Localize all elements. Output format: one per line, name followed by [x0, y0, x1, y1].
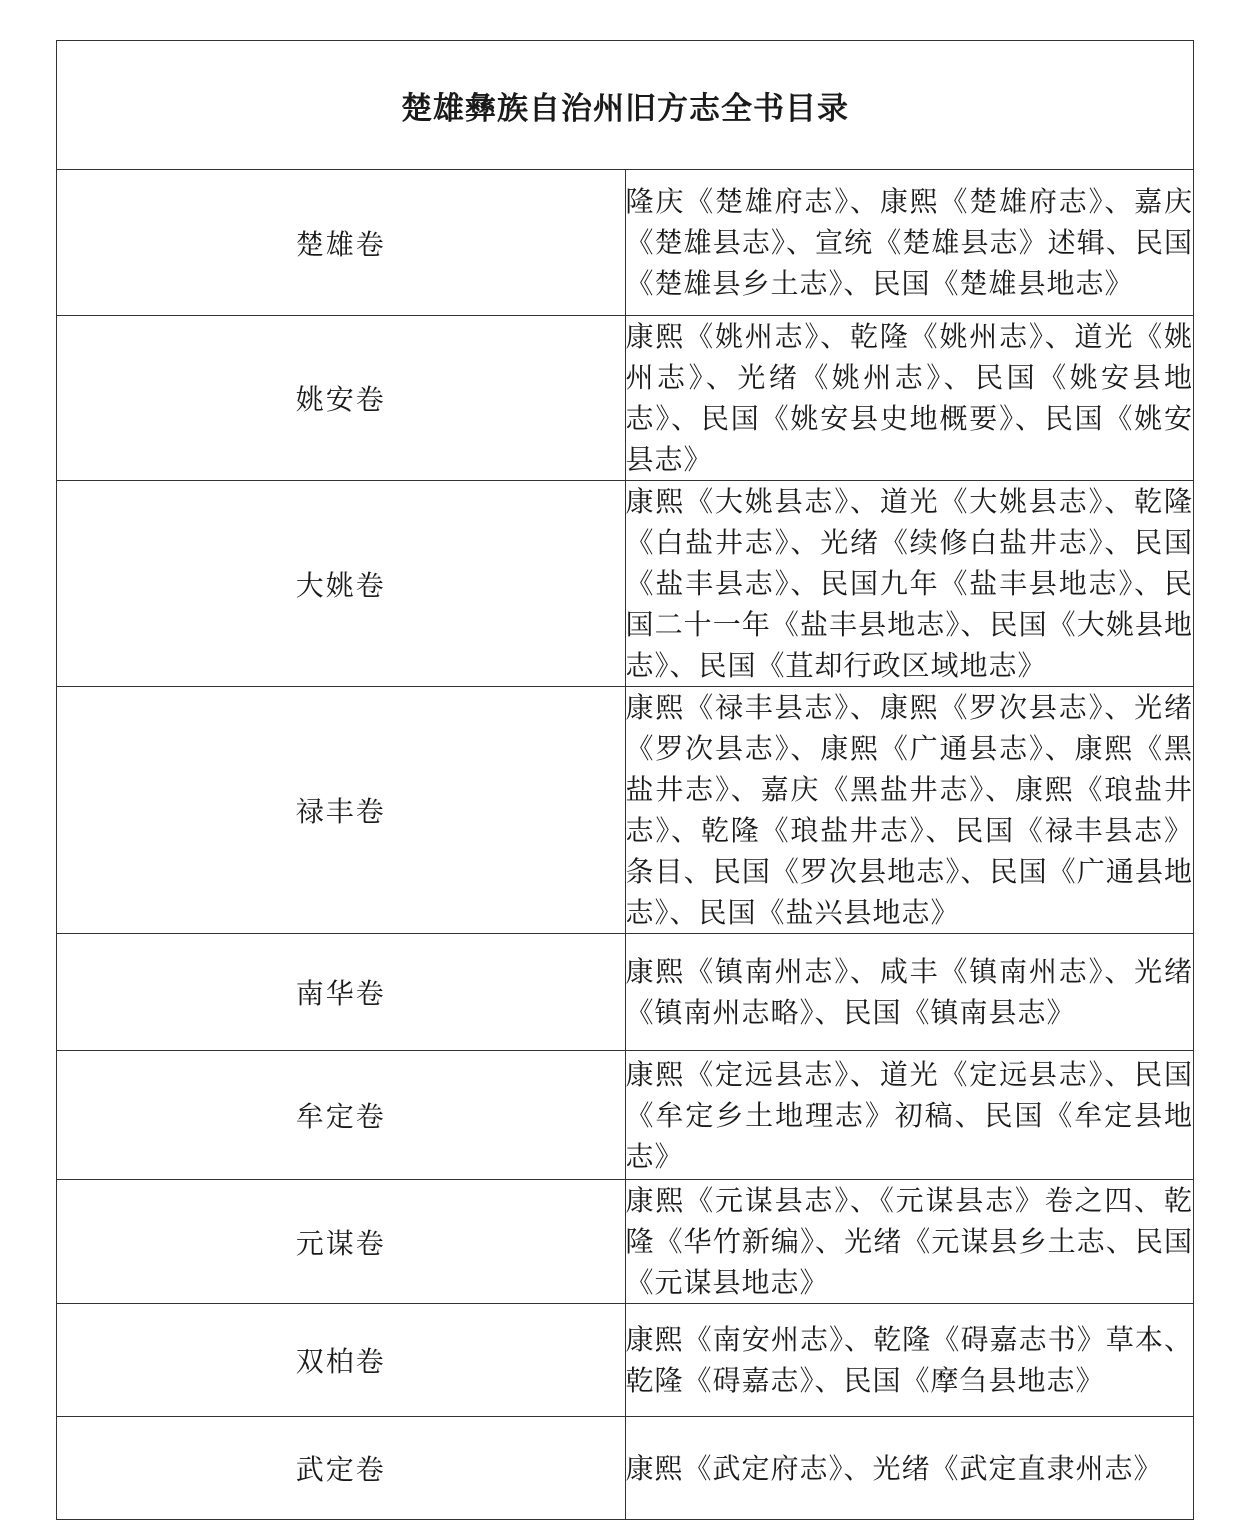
table-row	[57, 1051, 1194, 1180]
title-row	[57, 41, 1194, 170]
volume-name: 南华卷	[57, 934, 626, 1051]
table-row	[57, 1180, 1194, 1304]
volume-contents: 康熙《大姚县志》、道光《大姚县志》、乾隆《白盐井志》、光绪《续修白盐井志》、民国《盐丰县志》、民国九年《盐丰县地志》、民国二十一年《盐丰县地志》、民国《大姚县地志》、民国《苴却行政区域地志》	[625, 481, 1194, 687]
volume-name: 禄丰卷	[57, 687, 626, 934]
volume-contents: 康熙《镇南州志》、咸丰《镇南州志》、光绪《镇南州志略》、民国《镇南县志》	[625, 934, 1194, 1051]
catalog-title: 楚雄彝族自治州旧方志全书目录	[57, 41, 1194, 170]
volume-contents: 康熙《元谋县志》、《元谋县志》卷之四、乾隆《华竹新编》、光绪《元谋县乡土志、民国《元谋县地志》	[625, 1180, 1194, 1304]
volume-name: 武定卷	[57, 1417, 626, 1520]
table-row	[57, 934, 1194, 1051]
volume-name: 姚安卷	[57, 316, 626, 481]
table-row	[57, 481, 1194, 687]
volume-name: 牟定卷	[57, 1051, 626, 1180]
table-row	[57, 687, 1194, 934]
table-row	[57, 1417, 1194, 1520]
volume-contents: 康熙《禄丰县志》、康熙《罗次县志》、光绪《罗次县志》、康熙《广通县志》、康熙《黑盐井志》、嘉庆《黑盐井志》、康熙《琅盐井志》、乾隆《琅盐井志》、民国《禄丰县志》条目、民国《罗次县地志》、民国《广通县地志》、民国《盐兴县地志》	[625, 687, 1194, 934]
volume-name: 大姚卷	[57, 481, 626, 687]
table-row	[57, 170, 1194, 316]
table-row	[57, 316, 1194, 481]
volume-contents: 康熙《姚州志》、乾隆《姚州志》、道光《姚州志》、光绪《姚州志》、民国《姚安县地志》、民国《姚安县史地概要》、民国《姚安县志》	[625, 316, 1194, 481]
volume-name: 楚雄卷	[57, 170, 626, 316]
table-row	[57, 1304, 1194, 1417]
volume-contents: 康熙《南安州志》、乾隆《碍嘉志书》草本、乾隆《碍嘉志》、民国《摩刍县地志》	[625, 1304, 1194, 1417]
volume-name: 元谋卷	[57, 1180, 626, 1304]
volume-contents: 康熙《武定府志》、光绪《武定直隶州志》	[625, 1417, 1194, 1520]
volume-contents: 隆庆《楚雄府志》、康熙《楚雄府志》、嘉庆《楚雄县志》、宣统《楚雄县志》述辑、民国《楚雄县乡土志》、民国《楚雄县地志》	[625, 170, 1194, 316]
volume-contents: 康熙《定远县志》、道光《定远县志》、民国《牟定乡土地理志》初稿、民国《牟定县地志》	[625, 1051, 1194, 1180]
volume-name: 双柏卷	[57, 1304, 626, 1417]
catalog-table	[56, 40, 1194, 1520]
